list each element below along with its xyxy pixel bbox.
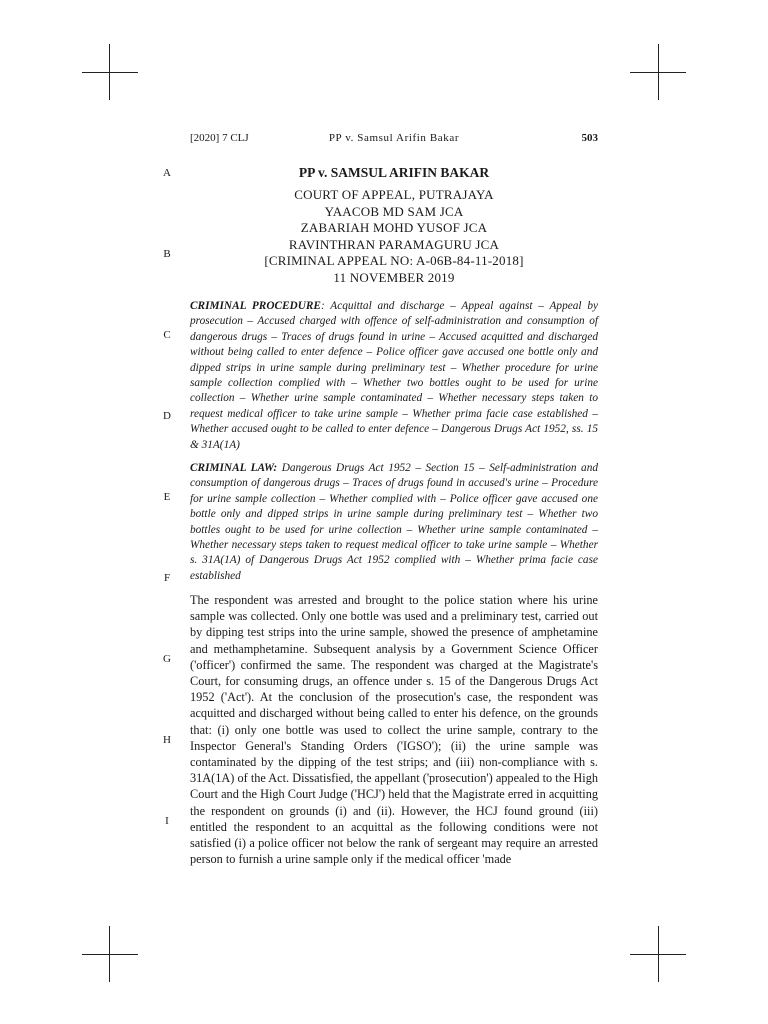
margin-letter-b: B xyxy=(163,248,171,260)
catchword-criminal-procedure xyxy=(190,299,598,453)
catchword-text: : Acquittal and discharge – Appeal against – Appeal by prosecution – Accused charged with offence of self-administration and consumption of dangerous drugs – Traces of drugs found in urine – Accused acquitted and discharged without being called to enter defence – Police officer gave accused one bottle only and dipped strips in urine sample during preliminary test – Whether procedure for urine sample collection complied with – Whether two bottles ought to be used for urine collection – Whether urine sample contaminated – Whether necessary steps taken to request medical officer to take urine sample – Whether prima facie case established – Whether accused ought to be called to enter defence – Dangerous Drugs Act 1952, ss. 15 & 31A(1A) xyxy=(190,300,598,451)
court-block xyxy=(190,187,598,287)
catchword-text: Dangerous Drugs Act 1952 – Section 15 – Self-administration and consumption of dangerous drugs – Traces of drugs found in accused's urine – Procedure for urine sample collection – Whether complied with – Police officer gave accused one bottle only and dipped strips in urine sample during preliminary test – Whether two bottles ought to be used for urine collection – Whether urine sample contaminated – Whether necessary steps taken to request medical officer to take urine sample – Whether s. 31A(1A) of Dangerous Drugs Act 1952 complied with – Whether prima facie case established xyxy=(190,462,598,582)
crop-mark-bottom-left-v xyxy=(109,926,110,982)
catchword-heading: CRIMINAL LAW: xyxy=(190,462,278,474)
court-name: COURT OF APPEAL, PUTRAJAYA xyxy=(294,187,494,202)
decision-date: 11 NOVEMBER 2019 xyxy=(333,269,455,285)
appeal-number: [CRIMINAL APPEAL NO: A-06B-84-11-2018] xyxy=(264,253,524,269)
judge-3: RAVINTHRAN PARAMAGURU JCA xyxy=(288,236,500,252)
margin-letter-a: A xyxy=(163,167,171,179)
margin-letter-e: E xyxy=(163,491,171,503)
case-title xyxy=(190,165,598,181)
catchword-criminal-law xyxy=(190,461,598,584)
margin-letter-i: I xyxy=(165,815,169,827)
margin-letter-d: D xyxy=(163,410,171,422)
crop-mark-top-left-v xyxy=(109,44,110,100)
margin-letter-h: H xyxy=(163,734,171,746)
margin-letter-c: C xyxy=(163,329,171,341)
margin-letter-g: G xyxy=(163,653,171,665)
case-party-2: SAMSUL ARIFIN BAKAR xyxy=(330,165,490,180)
catchword-heading: CRIMINAL PROCEDURE xyxy=(190,300,321,312)
judge-1: YAACOB MD SAM JCA xyxy=(324,203,464,219)
crop-mark-bottom-right-v xyxy=(658,926,659,982)
crop-mark-top-left-h xyxy=(82,72,138,73)
running-head xyxy=(190,132,598,148)
case-party-1: PP xyxy=(298,165,315,180)
headnote-paragraph: The respondent was arrested and brought to the police station where his urine sample was collected. Only one bottle was used and a preliminary test, carried out by dipping test strips into the urine sample, showed the presence of amphetamine and methamphetamine. Subsequent analysis by a Government Science Officer ('officer') confirmed the same. The respondent was charged at the Magistrate's Court, for consuming drugs, an offence under s. 15 of the Dangerous Drugs Act 1952 ('Act'). At the conclusion of the prosecution's case, the respondent was acquitted and discharged without being called to enter his defence, on the grounds that: (i) only one bottle was used to collect the urine sample, contrary to the Inspector General's Standing Orders ('IGSO'); (ii) the urine sample was contaminated by the dipping of the test strips; and (iii) non-compliance with s. 31A(1A) of the Act. Dissatisfied, the appellant ('prosecution') appealed to the High Court and the High Court Judge ('HCJ') held that the Magistrate erred in acquitting the respondent on grounds (i) and (ii). However, the HCJ found ground (iii) entitled the respondent to an acquittal as the following conditions were not satisfied (i) a police officer not below the rank of sergeant may require an arrested person to furnish a urine sample only if the medical officer 'made xyxy=(190,593,598,867)
judge-2: ZABARIAH MOHD YUSOF JCA xyxy=(300,220,488,236)
page-number: 503 xyxy=(581,132,598,144)
crop-mark-top-right-v xyxy=(658,44,659,100)
crop-mark-bottom-left-h xyxy=(82,954,138,955)
margin-letter-f: F xyxy=(163,572,171,584)
citation: [2020] 7 CLJ xyxy=(190,132,249,144)
case-versus: v. xyxy=(318,165,328,180)
case-short-title: PP v. Samsul Arifin Bakar xyxy=(328,132,460,144)
